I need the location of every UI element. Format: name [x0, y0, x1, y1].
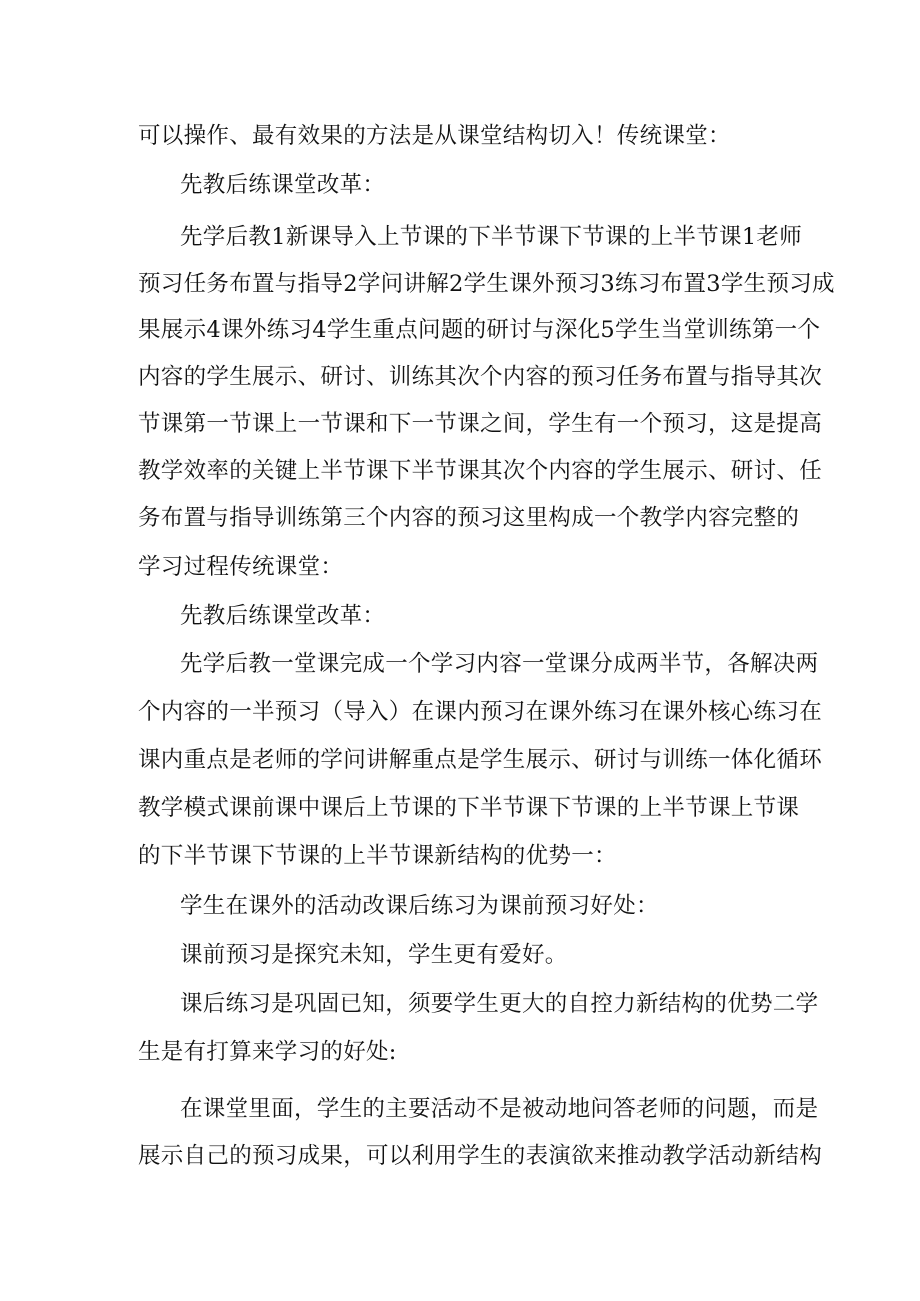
text-line: 节课第一节课上一节课和下一节课之间，学生有一个预习，这是提高 — [138, 411, 823, 437]
text-line: 学生在课外的活动改课后练习为课前预习好处： — [180, 893, 659, 919]
text-line: 先学后教一堂课完成一个学习内容一堂课分成两半节，各解决两 — [180, 651, 819, 677]
text-line: 课前预习是探究未知，学生更有爱好。 — [180, 942, 568, 968]
text-line: 课内重点是老师的学问讲解重点是学生展示、研讨与训练一体化循环 — [138, 747, 823, 773]
text-line: 先学后教1新课导入上节课的下半节课下节课的上半节课1老师 — [180, 224, 803, 250]
text-line: 教学效率的关键上半节课下半节课其次个内容的学生展示、研讨、任 — [138, 458, 823, 484]
text-line: 可以操作、最有效果的方法是从课堂结构切入！传统课堂： — [138, 123, 731, 149]
text-line: 个内容的一半预习（导入）在课内预习在课外练习在课外核心练习在 — [138, 699, 823, 725]
text-line: 生是有打算来学习的好处: — [138, 1039, 397, 1065]
text-line: 教学模式课前课中课后上节课的下半节课下节课的上半节课上节课 — [138, 795, 800, 821]
text-line: 内容的学生展示、研讨、训练其次个内容的预习任务布置与指导其次 — [138, 364, 823, 390]
text-line: 课后练习是巩固已知，须要学生更大的自控力新结构的优势二学 — [180, 991, 819, 1017]
text-line: 在课堂里面，学生的主要活动不是被动地问答老师的问题，而是 — [180, 1096, 819, 1122]
text-line: 预习任务布置与指导2学问讲解2学生课外预习3练习布置3学生预习成 — [138, 271, 835, 297]
text-line: 先教后练课堂改革： — [180, 603, 386, 629]
text-line: 展示自己的预习成果，可以利用学生的表演欲来推动教学活动新结构 — [138, 1143, 823, 1169]
text-line: 的下半节课下节课的上半节课新结构的优势一： — [138, 843, 617, 869]
text-line: 学习过程传统课堂： — [138, 554, 344, 580]
text-line: 果展示4课外练习4学生重点问题的研讨与深化5学生当堂训练第一个 — [138, 317, 821, 343]
text-line: 务布置与指导训练第三个内容的预习这里构成一个教学内容完整的 — [138, 505, 800, 531]
text-line: 先教后练课堂改革： — [180, 172, 386, 198]
